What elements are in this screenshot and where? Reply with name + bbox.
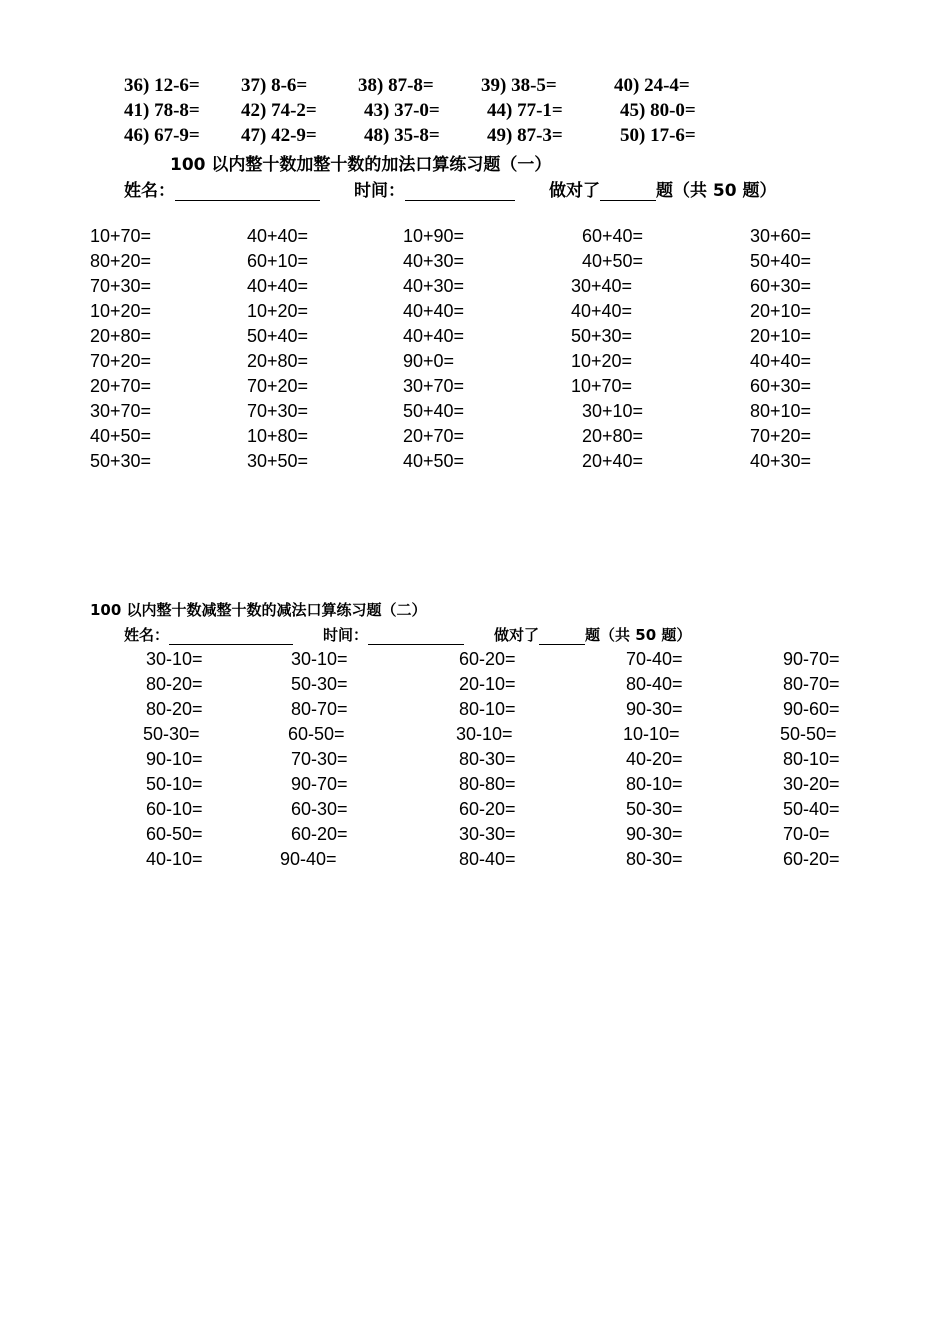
- addition-problem: 50+30=: [571, 326, 633, 346]
- subtraction-problem: 90-40=: [280, 849, 337, 869]
- subtraction-problem: 80-20=: [146, 699, 203, 719]
- section2-name-label: 姓名：: [124, 626, 170, 644]
- section2-time-blank[interactable]: [368, 628, 464, 645]
- problem-item: 38) 87-8=: [358, 75, 434, 96]
- section2-total-label: 题（共 50 题）: [585, 626, 692, 644]
- subtraction-problem: 60-50=: [146, 824, 203, 844]
- problem-item: 36) 12-6=: [124, 75, 200, 96]
- problem-item: 49) 87-3=: [487, 125, 563, 146]
- section1-info-line: [124, 176, 777, 201]
- addition-problem: 60+30=: [750, 376, 812, 396]
- subtraction-problem: 80-80=: [459, 774, 516, 794]
- section2-name-blank[interactable]: [169, 628, 293, 645]
- addition-problem: 70+30=: [90, 276, 152, 296]
- addition-problem: 20+80=: [90, 326, 152, 346]
- problem-item: 42) 74-2=: [241, 100, 317, 121]
- problem-item: 45) 80-0=: [620, 100, 696, 121]
- subtraction-problem: 90-70=: [783, 649, 840, 669]
- addition-problem: 40+40=: [247, 226, 309, 246]
- addition-problem: 30+70=: [90, 401, 152, 421]
- subtraction-problem: 90-60=: [783, 699, 840, 719]
- addition-problem: 50+40=: [247, 326, 309, 346]
- addition-problem: 70+20=: [90, 351, 152, 371]
- section1-total-label: 题（共 50 题）: [656, 181, 777, 201]
- addition-problem: 80+20=: [90, 251, 152, 271]
- subtraction-problem: 60-50=: [288, 724, 345, 744]
- addition-problem: 40+50=: [582, 251, 644, 271]
- addition-problem: 60+10=: [247, 251, 309, 271]
- addition-problem: 20+10=: [750, 326, 812, 346]
- addition-problem: 40+30=: [403, 276, 465, 296]
- addition-problem: 50+40=: [750, 251, 812, 271]
- addition-problem: 10+20=: [247, 301, 309, 321]
- subtraction-problem: 60-30=: [291, 799, 348, 819]
- section2-done-label: 做对了: [494, 626, 540, 644]
- subtraction-problem: 50-50=: [780, 724, 837, 744]
- problem-item: 39) 38-5=: [481, 75, 557, 96]
- addition-problem: 10+90=: [403, 226, 465, 246]
- subtraction-problem: 50-30=: [143, 724, 200, 744]
- section1-title: 100 以内整十数加整十数的加法口算练习题（一）: [170, 155, 552, 175]
- addition-problem: 10+20=: [571, 351, 633, 371]
- subtraction-problem: 60-20=: [291, 824, 348, 844]
- addition-problem: 40+40=: [403, 326, 465, 346]
- subtraction-problem: 80-10=: [459, 699, 516, 719]
- addition-problem: 80+10=: [750, 401, 812, 421]
- section1-time-label: 时间：: [354, 181, 405, 201]
- subtraction-problem: 40-10=: [146, 849, 203, 869]
- addition-problem: 40+40=: [403, 301, 465, 321]
- subtraction-problem: 90-10=: [146, 749, 203, 769]
- subtraction-problem: 50-10=: [146, 774, 203, 794]
- addition-problem: 10+80=: [247, 426, 309, 446]
- section2-score-blank[interactable]: [539, 628, 585, 645]
- addition-problem: 50+30=: [90, 451, 152, 471]
- problem-item: 48) 35-8=: [364, 125, 440, 146]
- subtraction-problem: 30-10=: [291, 649, 348, 669]
- problem-item: 47) 42-9=: [241, 125, 317, 146]
- section2-title: 100 以内整十数减整十数的减法口算练习题（二）: [90, 601, 427, 619]
- addition-problem: 20+70=: [90, 376, 152, 396]
- subtraction-problem: 60-20=: [783, 849, 840, 869]
- subtraction-problem: 50-40=: [783, 799, 840, 819]
- problem-item: 44) 77-1=: [487, 100, 563, 121]
- addition-problem: 60+30=: [750, 276, 812, 296]
- subtraction-problem: 70-30=: [291, 749, 348, 769]
- section1-name-label: 姓名：: [124, 181, 175, 201]
- problem-item: 37) 8-6=: [241, 75, 308, 96]
- section2-time-label: 时间：: [323, 626, 369, 644]
- subtraction-problem: 60-10=: [146, 799, 203, 819]
- subtraction-problem: 80-70=: [783, 674, 840, 694]
- addition-problem: 30+60=: [750, 226, 812, 246]
- problem-item: 46) 67-9=: [124, 125, 200, 146]
- addition-problem: 10+20=: [90, 301, 152, 321]
- subtraction-problem: 90-30=: [626, 824, 683, 844]
- problem-item: 40) 24-4=: [614, 75, 690, 96]
- subtraction-problem: 60-20=: [459, 649, 516, 669]
- addition-problem: 70+20=: [750, 426, 812, 446]
- subtraction-problem: 80-10=: [626, 774, 683, 794]
- addition-problem: 50+40=: [403, 401, 465, 421]
- subtraction-problem: 80-30=: [459, 749, 516, 769]
- addition-problem: 40+40=: [571, 301, 633, 321]
- subtraction-problem: 50-30=: [291, 674, 348, 694]
- subtraction-problem: 10-10=: [623, 724, 680, 744]
- addition-problem: 20+80=: [582, 426, 644, 446]
- addition-problem: 60+40=: [582, 226, 644, 246]
- addition-problem: 40+40=: [247, 276, 309, 296]
- subtraction-problem: 90-30=: [626, 699, 683, 719]
- addition-problem: 40+40=: [750, 351, 812, 371]
- subtraction-problem: 80-30=: [626, 849, 683, 869]
- subtraction-problem: 80-10=: [783, 749, 840, 769]
- addition-problem: 40+30=: [403, 251, 465, 271]
- problem-item: 43) 37-0=: [364, 100, 440, 121]
- addition-problem: 30+10=: [582, 401, 644, 421]
- addition-problem: 20+70=: [403, 426, 465, 446]
- addition-problem: 70+20=: [247, 376, 309, 396]
- addition-problem: 20+80=: [247, 351, 309, 371]
- addition-problem: 30+50=: [247, 451, 309, 471]
- addition-problem: 10+70=: [90, 226, 152, 246]
- addition-problem: 40+50=: [403, 451, 465, 471]
- addition-problem: 30+40=: [571, 276, 633, 296]
- section2-info-line: [124, 624, 691, 645]
- addition-problem: 40+50=: [90, 426, 152, 446]
- addition-problem: 20+10=: [750, 301, 812, 321]
- subtraction-problem: 80-40=: [626, 674, 683, 694]
- subtraction-problem: 70-0=: [783, 824, 830, 844]
- subtraction-problem: 80-70=: [291, 699, 348, 719]
- subtraction-problem: 40-20=: [626, 749, 683, 769]
- subtraction-problem: 30-10=: [146, 649, 203, 669]
- subtraction-problem: 30-10=: [456, 724, 513, 744]
- problem-item: 41) 78-8=: [124, 100, 200, 121]
- subtraction-problem: 30-20=: [783, 774, 840, 794]
- problem-item: 50) 17-6=: [620, 125, 696, 146]
- section1-score-blank[interactable]: [600, 184, 656, 201]
- subtraction-problem: 60-20=: [459, 799, 516, 819]
- subtraction-problem: 90-70=: [291, 774, 348, 794]
- subtraction-problem: 80-20=: [146, 674, 203, 694]
- addition-problem: 20+40=: [582, 451, 644, 471]
- addition-problem: 70+30=: [247, 401, 309, 421]
- subtraction-problem: 70-40=: [626, 649, 683, 669]
- section1-name-blank[interactable]: [175, 184, 320, 201]
- addition-problem: 30+70=: [403, 376, 465, 396]
- addition-problem: 10+70=: [571, 376, 633, 396]
- section1-done-label: 做对了: [549, 181, 600, 201]
- subtraction-problem: 50-30=: [626, 799, 683, 819]
- subtraction-problem: 30-30=: [459, 824, 516, 844]
- addition-problem: 40+30=: [750, 451, 812, 471]
- subtraction-problem: 20-10=: [459, 674, 516, 694]
- section1-time-blank[interactable]: [405, 184, 515, 201]
- addition-problem: 90+0=: [403, 351, 455, 371]
- subtraction-problem: 80-40=: [459, 849, 516, 869]
